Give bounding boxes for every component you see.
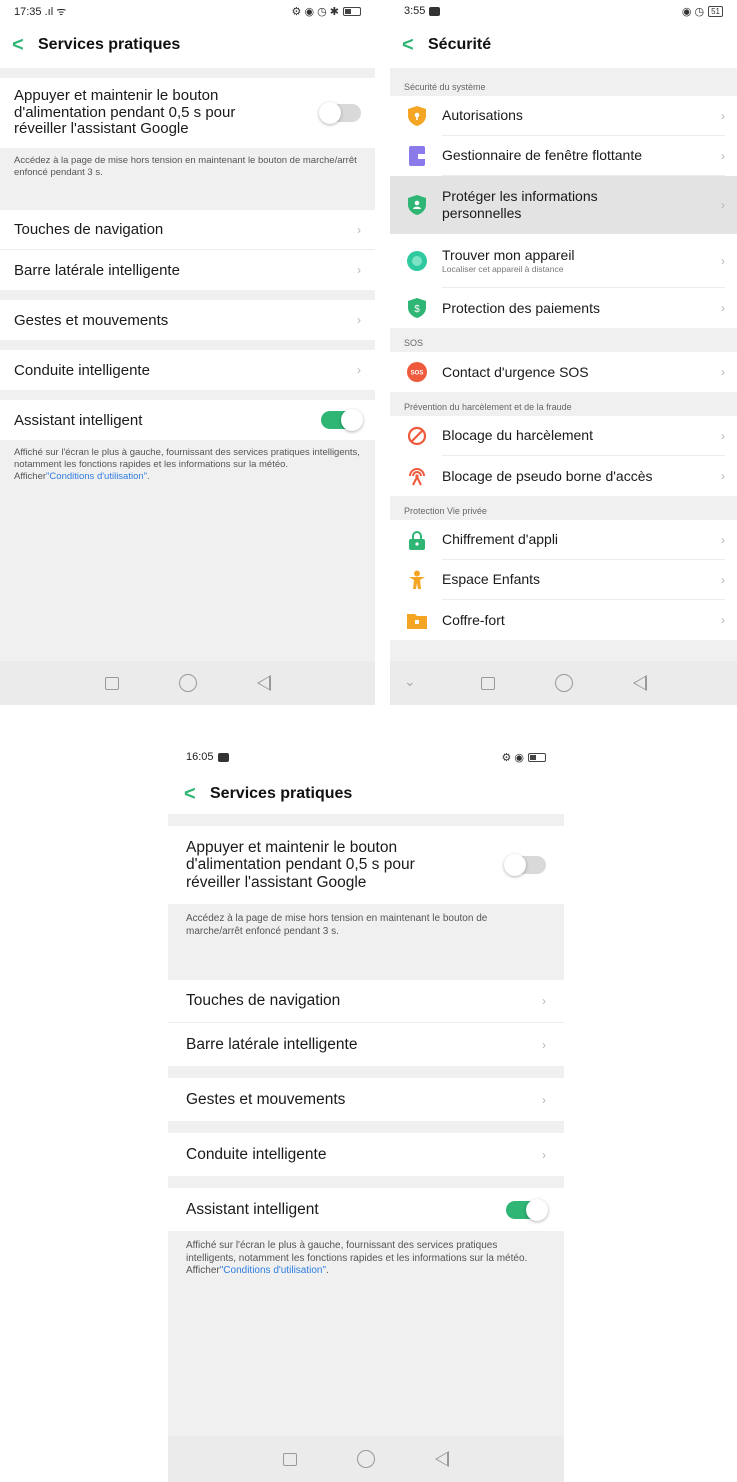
section-header-system: Sécurité du système: [390, 68, 737, 96]
nav-keys-label: Touches de navigation: [186, 992, 341, 1009]
sos-icon: [406, 361, 428, 383]
sos-contact-label: Contact d'urgence SOS: [442, 363, 589, 380]
battery-icon: [528, 753, 546, 762]
status-icons: ◉ ◷: [681, 5, 705, 18]
chevron-right-icon: ›: [542, 1092, 546, 1107]
recents-button[interactable]: [283, 1453, 297, 1466]
chevron-right-icon: ›: [357, 363, 361, 377]
google-assistant-setting[interactable]: [0, 78, 375, 148]
home-button[interactable]: [555, 674, 573, 692]
payment-protection-item[interactable]: [390, 288, 737, 328]
smart-driving-label: Conduite intelligente: [14, 361, 150, 379]
pseudo-hotspot-block-label: Blocage de pseudo borne d'accès: [442, 467, 653, 484]
harassment-block-label: Blocage du harcèlement: [442, 427, 593, 444]
chevron-down-icon[interactable]: ⌄: [404, 673, 416, 689]
signal-icon: .ıl ᯤ: [44, 5, 67, 18]
chevron-right-icon: ›: [721, 533, 725, 547]
app-encryption-item[interactable]: [390, 520, 737, 560]
safe-label: Coffre-fort: [442, 611, 505, 628]
google-assistant-toggle[interactable]: [506, 856, 546, 874]
safe-item[interactable]: [390, 600, 737, 640]
privacy-protection-item[interactable]: [390, 176, 737, 234]
header: [390, 22, 737, 68]
terms-link[interactable]: "Conditions d'utilisation": [219, 1265, 327, 1276]
permissions-item[interactable]: [390, 96, 737, 136]
block-icon: [406, 425, 428, 447]
navigation-bar: [0, 661, 375, 705]
recents-button[interactable]: [105, 677, 119, 690]
smart-sidebar-item[interactable]: [0, 250, 375, 290]
chevron-right-icon: ›: [721, 469, 725, 483]
smart-assistant-toggle[interactable]: [321, 411, 361, 429]
terms-link[interactable]: "Conditions d'utilisation": [46, 470, 148, 482]
sos-contact-item[interactable]: [390, 352, 737, 392]
status-icons: ⚙ ◉: [501, 751, 524, 764]
permissions-label: Autorisations: [442, 107, 523, 124]
pseudo-hotspot-block-item[interactable]: [390, 456, 737, 496]
navigation-bar: [390, 661, 737, 705]
section-header-sos: SOS: [390, 328, 737, 352]
harassment-block-item[interactable]: [390, 416, 737, 456]
app-encryption-label: Chiffrement d'appli: [442, 531, 559, 548]
floating-window-icon: [406, 145, 428, 167]
navigation-bar: [168, 1436, 564, 1482]
gestures-item[interactable]: [0, 300, 375, 340]
status-bar: [0, 0, 375, 22]
chevron-right-icon: ›: [721, 198, 725, 212]
payment-shield-icon: [406, 297, 428, 319]
find-device-item[interactable]: [390, 234, 737, 288]
smart-assistant-toggle[interactable]: [506, 1201, 546, 1219]
power-button-description: Accédez à la page de mise hors tension en maintenant le bouton de marche/arrêt enfoncé pendant 3 s.: [186, 913, 488, 937]
google-assistant-toggle[interactable]: [321, 104, 361, 122]
back-button[interactable]: [257, 675, 271, 691]
back-icon[interactable]: <: [12, 34, 24, 56]
chevron-right-icon: ›: [542, 1147, 546, 1162]
smart-assistant-description: Affiché sur l'écran le plus à gauche, fournissant des services pratiques intelligents, notamment les fonctions rapides et les informations sur la météo. Afficher"Conditions d'utilisation".: [14, 447, 360, 482]
find-device-icon: [406, 250, 428, 272]
notification-icon: [429, 7, 440, 16]
chevron-right-icon: ›: [721, 109, 725, 123]
home-button[interactable]: [357, 1450, 375, 1468]
smart-sidebar-label: Barre latérale intelligente: [186, 1035, 358, 1053]
back-icon[interactable]: <: [184, 783, 196, 805]
find-device-label: Trouver mon appareil: [442, 246, 575, 263]
shield-key-icon: [406, 105, 428, 127]
smart-assistant-item[interactable]: [0, 400, 375, 440]
privacy-shield-icon: [406, 194, 428, 216]
smart-assistant-label: Assistant intelligent: [186, 1200, 319, 1218]
phone-screen-services-pratiques-2: [168, 740, 564, 1482]
status-icons: ⚙ ◉ ◷ ✱: [291, 5, 339, 18]
chevron-right-icon: ›: [357, 263, 361, 277]
chevron-right-icon: ›: [721, 573, 725, 587]
child-icon: [406, 569, 428, 591]
back-button[interactable]: [435, 1451, 449, 1467]
floating-window-item[interactable]: [390, 136, 737, 176]
chevron-right-icon: ›: [721, 301, 725, 315]
smart-sidebar-label: Barre latérale intelligente: [14, 261, 180, 279]
chevron-right-icon: ›: [721, 613, 725, 627]
header: [168, 774, 564, 814]
phone-screen-services-pratiques-1: [0, 0, 375, 705]
status-bar: [168, 740, 564, 774]
nav-keys-label: Touches de navigation: [14, 221, 164, 238]
smart-assistant-item[interactable]: [168, 1188, 564, 1231]
svg-text:SOS: SOS: [410, 370, 424, 377]
back-icon[interactable]: <: [402, 34, 414, 56]
status-time: 3:55: [404, 5, 426, 17]
privacy-protection-label: Protéger les informations personnelles: [442, 187, 598, 221]
chevron-right-icon: ›: [357, 313, 361, 327]
chevron-right-icon: ›: [721, 254, 725, 268]
smart-assistant-description: Affiché sur l'écran le plus à gauche, fournissant des services pratiques intelligents, notamment les fonctions rapides et les informations sur la météo. Afficher"Conditions d'utilisation".: [186, 1240, 528, 1276]
status-time: 16:05: [186, 751, 214, 763]
recents-button[interactable]: [481, 677, 495, 690]
safe-icon: [406, 609, 428, 631]
gestures-label: Gestes et mouvements: [186, 1090, 346, 1108]
page-title: Services pratiques: [38, 36, 181, 53]
battery-icon: 51: [708, 6, 723, 17]
lock-icon: [406, 529, 428, 551]
gestures-item[interactable]: [168, 1078, 564, 1121]
smart-assistant-label: Assistant intelligent: [14, 411, 143, 429]
payment-protection-label: Protection des paiements: [442, 299, 600, 316]
chevron-right-icon: ›: [542, 994, 546, 1008]
smart-driving-item[interactable]: [0, 350, 375, 390]
kids-space-label: Espace Enfants: [442, 571, 541, 588]
section-header-privacy: Protection Vie privée: [390, 496, 737, 520]
back-button[interactable]: [633, 675, 647, 691]
chevron-right-icon: ›: [357, 222, 361, 237]
smart-driving-item[interactable]: [168, 1133, 564, 1176]
chevron-right-icon: ›: [721, 429, 725, 443]
page-title: Services pratiques: [210, 785, 353, 802]
chevron-right-icon: ›: [542, 1037, 546, 1052]
home-button[interactable]: [179, 674, 197, 692]
chevron-right-icon: ›: [721, 365, 725, 379]
smart-driving-label: Conduite intelligente: [186, 1145, 327, 1163]
battery-icon: [343, 7, 361, 16]
hotspot-block-icon: [406, 465, 428, 487]
nav-keys-item[interactable]: [0, 210, 375, 250]
google-assistant-label: Appuyer et maintenir le bouton d'alimentation pendant 0,5 s pour réveiller l'assistant Google: [14, 87, 236, 138]
svg-text:$: $: [414, 304, 420, 315]
find-device-sublabel: Localiser cet appareil à distance: [442, 264, 564, 275]
page-title: Sécurité: [428, 36, 492, 53]
power-button-description: Accédez à la page de mise hors tension en maintenant le bouton de marche/arrêt enfoncé pendant 3 s.: [14, 155, 357, 178]
chevron-right-icon: ›: [721, 149, 725, 163]
gestures-label: Gestes et mouvements: [14, 311, 169, 329]
smart-sidebar-item[interactable]: [168, 1023, 564, 1066]
header: [0, 22, 375, 68]
google-assistant-setting[interactable]: [168, 826, 564, 904]
phone-screen-securite: [390, 0, 737, 705]
floating-window-label: Gestionnaire de fenêtre flottante: [442, 147, 643, 164]
kids-space-item[interactable]: [390, 560, 737, 600]
notification-icon: [218, 753, 229, 762]
status-bar: [390, 0, 737, 22]
nav-keys-item[interactable]: [168, 980, 564, 1023]
status-time: 17:35: [14, 5, 42, 18]
google-assistant-label: Appuyer et maintenir le bouton d'alimentation pendant 0,5 s pour réveiller l'assistant Google: [186, 839, 415, 891]
section-header-harassment: Prévention du harcèlement et de la fraude: [390, 392, 737, 416]
